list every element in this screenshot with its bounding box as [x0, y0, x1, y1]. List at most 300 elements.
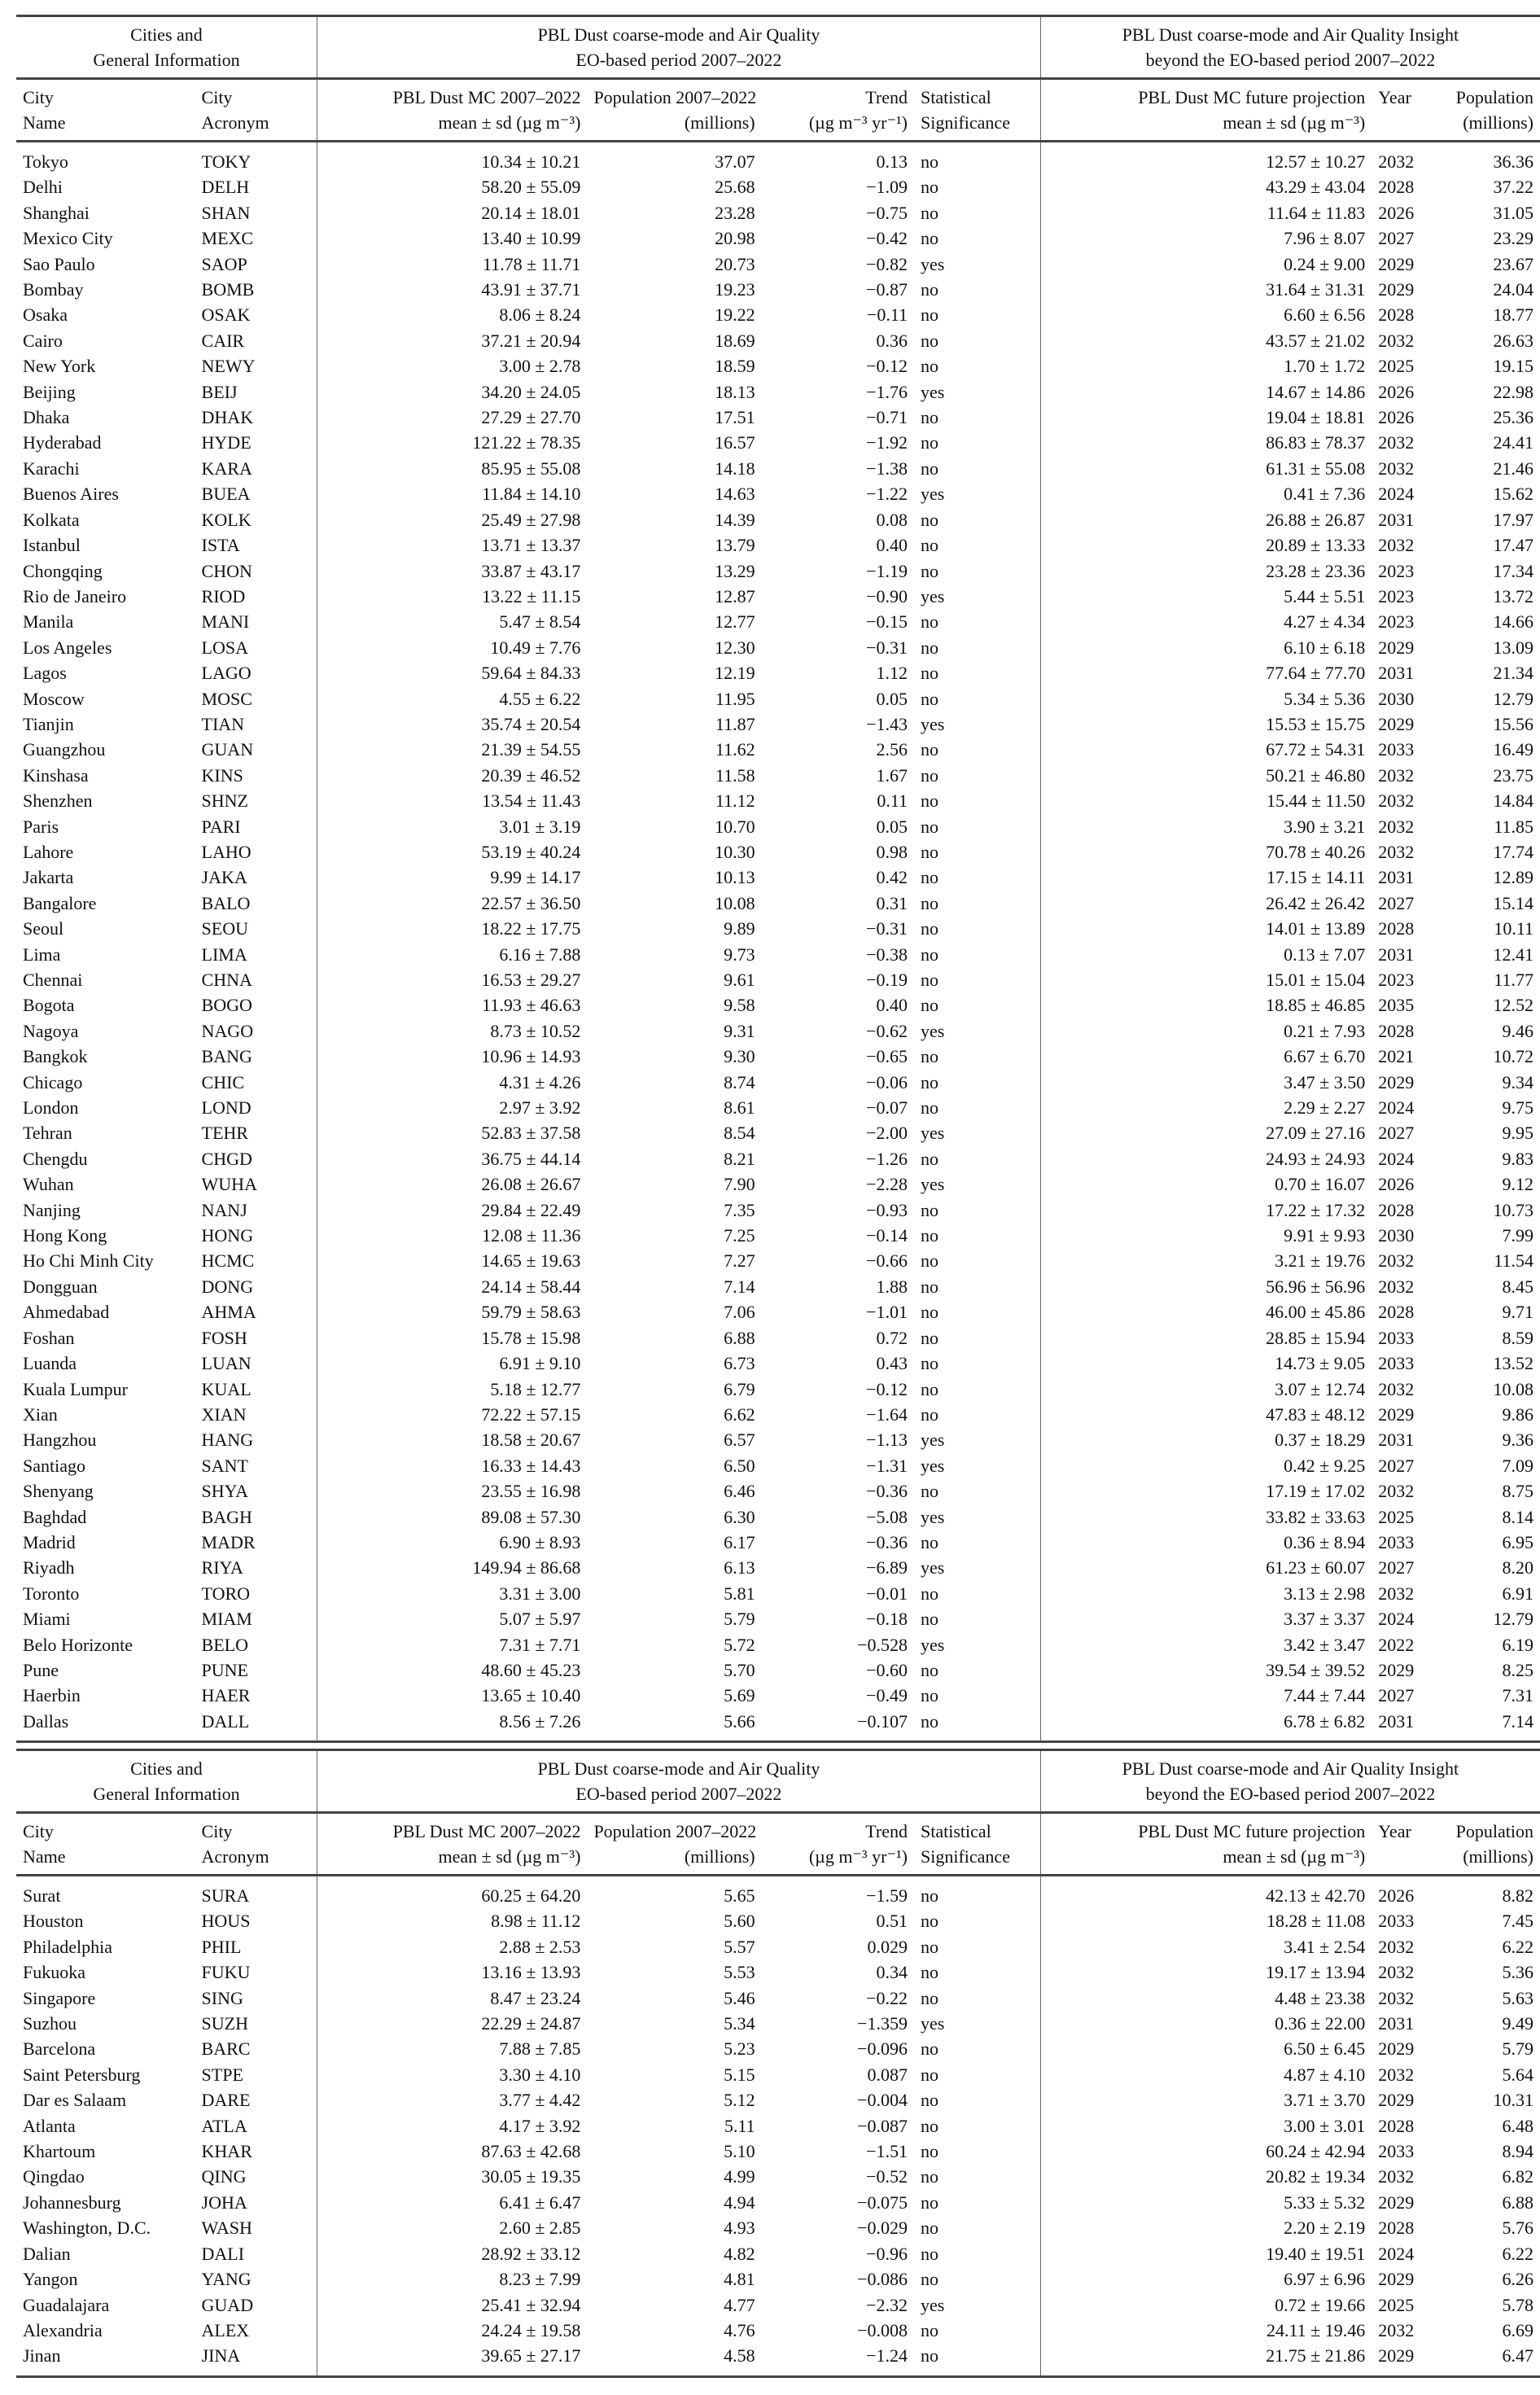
cell-city-acronym: TIAN [195, 711, 317, 737]
cell-trend: 0.11 [877, 790, 908, 812]
cell-future-population: 5.64 [1502, 2064, 1533, 2085]
cell-population: 18.13 [715, 381, 755, 402]
cell-city-acronym: CHON [195, 558, 317, 584]
cell-significance: no [914, 737, 1040, 762]
cell-city-name: New York [23, 356, 96, 377]
cell-dust-mc: 13.65 ± 10.40 [481, 1685, 581, 1706]
cell-significance: no [914, 1223, 1040, 1248]
cell-city-acronym: NANJ [195, 1198, 317, 1223]
cell-trend: −0.38 [866, 944, 908, 965]
cell-projection: 3.00 ± 3.01 [1284, 2115, 1366, 2136]
cell-year: 2022 [1378, 1634, 1415, 1655]
cell-dust-mc: 53.19 ± 40.24 [481, 841, 581, 862]
cell-dust-mc: 3.01 ± 3.19 [499, 816, 581, 837]
cell-population: 8.74 [724, 1071, 755, 1092]
cell-city-acronym: CHIC [195, 1070, 317, 1095]
cell-city-acronym: AHMA [195, 1299, 317, 1324]
cell-population: 5.46 [724, 1987, 755, 2008]
cell-city-name: Toronto [23, 1583, 80, 1604]
cell-trend: 2.56 [876, 739, 908, 760]
table-row [16, 865, 1540, 890]
cell-trend: −5.08 [866, 1506, 908, 1527]
cell-projection: 14.73 ± 9.05 [1275, 1353, 1366, 1374]
cell-city-name: Nagoya [23, 1020, 79, 1041]
cell-dust-mc: 8.56 ± 7.26 [499, 1710, 581, 1732]
group-header-cities: Cities and General Information [16, 16, 317, 79]
table-row [16, 2113, 1540, 2139]
cell-dust-mc: 11.84 ± 14.10 [482, 484, 581, 505]
cell-projection: 3.71 ± 3.70 [1284, 2090, 1366, 2111]
cell-significance: no [914, 1709, 1040, 1742]
cell-city-acronym: MIAM [195, 1606, 317, 1631]
cell-trend: −2.00 [866, 1123, 908, 1144]
group-header-eo-period: PBL Dust coarse-mode and Air Quality EO-based period 2007–2022 [317, 16, 1040, 79]
cell-dust-mc: 3.77 ± 4.42 [499, 2090, 581, 2111]
cell-year: 2032 [1378, 790, 1415, 812]
cell-significance: no [914, 2087, 1040, 2113]
cell-significance: no [914, 635, 1040, 660]
cell-future-population: 6.22 [1502, 2243, 1533, 2264]
table-row [16, 1530, 1540, 1555]
table-body [16, 142, 1540, 1742]
cell-future-population: 21.34 [1493, 663, 1533, 684]
cell-future-population: 9.95 [1502, 1123, 1533, 1144]
cell-dust-mc: 28.92 ± 33.12 [481, 2243, 581, 2264]
cell-projection: 28.85 ± 15.94 [1266, 1327, 1366, 1348]
cell-dust-mc: 8.47 ± 23.24 [490, 1987, 581, 2008]
cell-year: 2026 [1378, 381, 1415, 402]
cell-trend: 0.31 [876, 892, 908, 913]
cell-dust-mc: 72.22 ± 57.15 [481, 1403, 581, 1425]
cell-year: 2031 [1378, 867, 1415, 888]
cell-city-acronym: BALO [195, 891, 317, 916]
table-row [16, 584, 1540, 609]
cell-year: 2032 [1378, 330, 1415, 351]
cell-projection: 3.90 ± 3.21 [1284, 816, 1366, 837]
cell-trend: −1.64 [866, 1403, 908, 1425]
cell-significance: no [914, 2062, 1040, 2087]
cell-population: 7.06 [724, 1302, 755, 1323]
cell-trend: −0.11 [866, 304, 908, 326]
cell-projection: 70.78 ± 40.26 [1266, 841, 1366, 862]
cell-projection: 0.24 ± 9.00 [1284, 253, 1366, 274]
cell-significance: no [914, 1606, 1040, 1631]
cell-population: 4.93 [724, 2218, 755, 2239]
table-row [16, 558, 1540, 584]
table-row [16, 142, 1540, 175]
cell-dust-mc: 9.99 ± 14.17 [490, 867, 581, 888]
table-row [16, 2036, 1540, 2061]
cell-dust-mc: 18.58 ± 20.67 [481, 1430, 581, 1451]
table-row [16, 609, 1540, 634]
cell-trend: 0.43 [876, 1353, 908, 1374]
table-row [16, 328, 1540, 353]
cell-future-population: 5.36 [1502, 1962, 1533, 1983]
cell-dust-mc: 10.49 ± 7.76 [490, 637, 581, 658]
cell-significance: no [914, 142, 1040, 175]
cell-city-name: Jinan [23, 2345, 61, 2367]
cell-city-acronym: SING [195, 1986, 317, 2011]
cell-future-population: 7.31 [1502, 1685, 1533, 1706]
cell-projection: 3.13 ± 2.98 [1284, 1583, 1366, 1604]
cell-dust-mc: 16.33 ± 14.43 [481, 1455, 581, 1476]
cell-projection: 15.53 ± 15.75 [1266, 713, 1366, 734]
cell-dust-mc: 8.98 ± 11.12 [491, 1911, 581, 1932]
cell-future-population: 9.83 [1502, 1148, 1533, 1169]
cell-future-population: 6.26 [1502, 2269, 1533, 2290]
cell-city-acronym: WUHA [195, 1171, 317, 1197]
cell-significance: no [914, 1248, 1040, 1273]
cell-city-acronym: HANG [195, 1427, 317, 1452]
cell-year: 2028 [1378, 177, 1415, 198]
table-row [16, 302, 1540, 327]
cell-city-acronym: LUAN [195, 1351, 317, 1376]
cell-city-name: Fukuoka [23, 1962, 85, 1983]
cell-city-acronym: KUAL [195, 1377, 317, 1402]
cell-significance: no [914, 891, 1040, 916]
cell-year: 2032 [1378, 2064, 1415, 2085]
cell-projection: 46.00 ± 45.86 [1266, 1302, 1366, 1323]
cell-trend: −2.28 [866, 1174, 908, 1195]
cell-year: 2032 [1378, 841, 1415, 862]
cell-city-name: Hyderabad [23, 432, 102, 453]
cell-city-name: Mexico City [23, 228, 113, 249]
cell-future-population: 12.79 [1493, 1609, 1533, 1630]
cell-significance: yes [914, 2292, 1040, 2318]
cell-trend: −0.65 [866, 1046, 908, 1067]
cell-trend: −1.43 [866, 713, 908, 734]
cell-dust-mc: 8.73 ± 10.52 [490, 1020, 581, 1041]
cell-population: 17.51 [715, 407, 755, 428]
cell-city-acronym: JOHA [195, 2190, 317, 2215]
cell-city-acronym: TORO [195, 1581, 317, 1606]
cell-future-population: 7.14 [1502, 1710, 1533, 1732]
cell-city-name: Baghdad [23, 1506, 87, 1527]
cell-city-name: Chennai [23, 970, 83, 990]
cell-year: 2027 [1378, 228, 1415, 249]
cell-trend: 0.34 [876, 1962, 908, 1983]
cell-city-name: Dalian [23, 2243, 71, 2264]
cell-dust-mc: 25.49 ± 27.98 [481, 509, 581, 530]
cell-dust-mc: 48.60 ± 45.23 [481, 1659, 581, 1680]
cell-future-population: 24.41 [1493, 432, 1533, 453]
cell-projection: 6.60 ± 6.56 [1284, 304, 1366, 326]
cell-city-name: Beijing [23, 381, 76, 402]
cell-significance: no [914, 1934, 1040, 1959]
cell-dust-mc: 22.29 ± 24.87 [481, 2013, 581, 2034]
cell-significance: no [914, 174, 1040, 199]
cell-dust-mc: 11.93 ± 46.63 [482, 995, 581, 1016]
cell-year: 2031 [1378, 2013, 1415, 2034]
cell-projection: 6.50 ± 6.45 [1284, 2038, 1366, 2060]
cell-projection: 56.96 ± 56.96 [1266, 1276, 1366, 1297]
cell-city-acronym: BEIJ [195, 379, 317, 405]
cell-significance: no [914, 609, 1040, 634]
cell-significance: no [914, 277, 1040, 302]
cell-population: 6.50 [724, 1455, 755, 1476]
cell-trend: −0.004 [857, 2090, 908, 2111]
cell-projection: 4.48 ± 23.38 [1275, 1987, 1366, 2008]
group-header-cities: Cities and General Information [16, 1750, 317, 1813]
cell-future-population: 13.72 [1493, 585, 1533, 606]
table-row [16, 532, 1540, 558]
cell-dust-mc: 8.23 ± 7.99 [499, 2269, 581, 2290]
cell-city-name: Madrid [23, 1531, 76, 1552]
cell-year: 2029 [1378, 2345, 1415, 2367]
cell-population: 5.79 [724, 1609, 755, 1630]
cell-population: 11.62 [715, 739, 755, 760]
cell-city-acronym: MADR [195, 1530, 317, 1555]
cell-trend: −2.32 [866, 2294, 908, 2315]
cell-trend: −0.93 [866, 1199, 908, 1220]
cell-year: 2025 [1378, 1506, 1415, 1527]
cell-year: 2029 [1378, 2269, 1415, 2290]
col-population: Population 2007–2022 (millions) [593, 87, 757, 133]
cell-future-population: 11.54 [1494, 1250, 1533, 1272]
table-row [16, 2318, 1540, 2343]
cell-projection: 7.96 ± 8.07 [1284, 228, 1366, 249]
cell-significance: no [914, 1959, 1040, 1985]
cell-significance: no [914, 763, 1040, 788]
cell-significance: no [914, 558, 1040, 584]
cell-trend: 1.67 [876, 764, 908, 786]
col-year: Year [1378, 1821, 1411, 1841]
cell-projection: 3.07 ± 12.74 [1275, 1378, 1366, 1399]
cell-future-population: 8.45 [1502, 1276, 1533, 1297]
cell-future-population: 9.49 [1502, 2013, 1533, 2034]
cell-projection: 6.67 ± 6.70 [1284, 1046, 1366, 1067]
cell-city-name: Nanjing [23, 1199, 81, 1220]
cell-projection: 0.13 ± 7.07 [1284, 944, 1366, 965]
cell-city-name: London [23, 1097, 79, 1119]
cell-population: 6.46 [724, 1481, 755, 1502]
cell-city-acronym: NEWY [195, 353, 317, 379]
cell-year: 2026 [1378, 407, 1415, 428]
cell-city-acronym: CAIR [195, 328, 317, 353]
cell-city-name: Tehran [23, 1123, 72, 1144]
table-row [16, 379, 1540, 405]
cell-city-name: Lagos [23, 663, 67, 684]
cell-trend: −0.52 [866, 2166, 908, 2187]
table-row [16, 481, 1540, 506]
cell-projection: 42.13 ± 42.70 [1266, 1885, 1366, 1906]
cell-dust-mc: 25.41 ± 32.94 [481, 2294, 581, 2315]
cell-city-acronym: SUZH [195, 2011, 317, 2036]
cell-year: 2032 [1378, 1936, 1415, 1957]
cell-city-name: Barcelona [23, 2038, 96, 2060]
cell-population: 7.25 [724, 1225, 755, 1246]
cell-city-acronym: SEOU [195, 916, 317, 941]
cell-significance: no [914, 916, 1040, 941]
table-row [16, 942, 1540, 967]
cell-significance: yes [914, 1632, 1040, 1657]
cell-city-acronym: LAHO [195, 839, 317, 865]
cell-city-name: Yangon [23, 2269, 78, 2290]
cell-trend: −1.359 [857, 2013, 908, 2034]
cell-trend: −1.09 [866, 177, 908, 198]
cell-significance: no [914, 200, 1040, 225]
cell-year: 2029 [1378, 2038, 1415, 2060]
cell-year: 2030 [1378, 1225, 1415, 1246]
cell-city-acronym: ALEX [195, 2318, 317, 2343]
group-header-row [16, 1750, 1540, 1813]
cell-population: 9.31 [724, 1020, 755, 1041]
group-header-row [16, 16, 1540, 79]
cell-significance: yes [914, 1504, 1040, 1530]
cell-trend: −0.31 [866, 637, 908, 658]
cell-projection: 60.24 ± 42.94 [1266, 2141, 1366, 2162]
cell-city-name: Haerbin [23, 1685, 81, 1706]
cell-significance: yes [914, 1018, 1040, 1044]
cell-city-acronym: SHYA [195, 1478, 317, 1504]
cell-year: 2025 [1378, 2294, 1415, 2315]
cell-significance: yes [914, 252, 1040, 277]
cell-city-name: Sao Paulo [23, 253, 95, 274]
table-row [16, 1453, 1540, 1478]
table-row [16, 353, 1540, 379]
cell-trend: 0.36 [876, 330, 908, 351]
cell-city-acronym: LAGO [195, 660, 317, 685]
cell-projection: 20.82 ± 19.34 [1266, 2166, 1366, 2187]
col-future-population: Population (millions) [1455, 1821, 1533, 1867]
cell-population: 8.61 [724, 1097, 755, 1119]
cell-dust-mc: 5.18 ± 12.77 [490, 1378, 581, 1399]
cell-year: 2033 [1378, 1327, 1415, 1348]
cell-future-population: 6.47 [1502, 2345, 1533, 2367]
cell-city-name: Alexandria [23, 2319, 103, 2340]
cell-significance: no [914, 1876, 1040, 1909]
table-row [16, 2190, 1540, 2215]
cell-significance: yes [914, 2011, 1040, 2036]
cell-significance: yes [914, 1427, 1040, 1452]
cell-trend: 0.13 [876, 151, 908, 172]
cell-city-name: Los Angeles [23, 637, 112, 658]
table-row [16, 1070, 1540, 1095]
cell-dust-mc: 59.64 ± 84.33 [481, 663, 581, 684]
cell-future-population: 17.47 [1493, 535, 1533, 556]
cell-future-population: 17.34 [1493, 560, 1533, 581]
cell-city-acronym: SURA [195, 1876, 317, 1909]
cell-future-population: 5.79 [1502, 2038, 1533, 2060]
cell-projection: 61.31 ± 55.08 [1266, 458, 1366, 479]
cell-city-name: Xian [23, 1403, 58, 1425]
cell-future-population: 5.63 [1502, 1987, 1533, 2008]
cell-trend: −0.19 [866, 970, 908, 990]
cell-future-population: 36.36 [1493, 151, 1533, 172]
cell-population: 20.98 [715, 228, 755, 249]
cell-future-population: 14.66 [1493, 611, 1533, 633]
cell-projection: 86.83 ± 78.37 [1266, 432, 1366, 453]
cell-future-population: 7.45 [1502, 1911, 1533, 1932]
cell-city-acronym: LOND [195, 1095, 317, 1120]
table-row [16, 1709, 1540, 1742]
cell-city-name: Tokyo [23, 151, 68, 172]
col-projection: PBL Dust MC future projection mean ± sd (µg m⁻³) [1138, 1821, 1366, 1867]
table-row [16, 1402, 1540, 1427]
cell-projection: 47.83 ± 48.12 [1266, 1403, 1366, 1425]
table-row [16, 1683, 1540, 1708]
cell-trend: 0.08 [876, 509, 908, 530]
cell-city-acronym: BOMB [195, 277, 317, 302]
cell-dust-mc: 4.55 ± 6.22 [499, 688, 581, 709]
cell-future-population: 11.77 [1494, 970, 1533, 990]
table-row [16, 1274, 1540, 1299]
cell-projection: 4.87 ± 4.10 [1284, 2064, 1366, 2085]
cell-trend: −0.07 [866, 1097, 908, 1119]
cell-city-acronym: WASH [195, 2215, 317, 2240]
cell-projection: 17.19 ± 17.02 [1266, 1481, 1366, 1502]
cell-city-acronym: HAER [195, 1683, 317, 1708]
cell-trend: −0.62 [866, 1020, 908, 1041]
cell-city-name: Dhaka [23, 407, 70, 428]
cell-city-acronym: BANG [195, 1044, 317, 1069]
column-header-row [16, 79, 1540, 142]
cell-population: 5.15 [724, 2064, 755, 2085]
cell-city-name: Hong Kong [23, 1225, 107, 1246]
cell-projection: 18.28 ± 11.08 [1266, 1911, 1366, 1932]
cell-significance: no [914, 865, 1040, 890]
cell-significance: no [914, 2139, 1040, 2164]
cell-dust-mc: 13.71 ± 13.37 [481, 535, 581, 556]
cell-city-acronym: CHGD [195, 1146, 317, 1171]
cell-trend: 0.05 [876, 816, 908, 837]
table-row [16, 456, 1540, 481]
table-row [16, 1606, 1540, 1631]
cell-city-name: Johannesburg [23, 2191, 121, 2213]
city-dust-table-part-2 [16, 1749, 1540, 2378]
cell-trend: −1.92 [866, 432, 908, 453]
cell-projection: 9.91 ± 9.93 [1284, 1225, 1366, 1246]
cell-trend: −1.13 [866, 1430, 908, 1451]
cell-year: 2032 [1378, 432, 1415, 453]
cell-city-name: Seoul [23, 918, 64, 939]
cell-significance: no [914, 1908, 1040, 1933]
cell-dust-mc: 27.29 ± 27.70 [481, 407, 581, 428]
cell-city-acronym: DONG [195, 1274, 317, 1299]
table-row [16, 686, 1540, 711]
cell-projection: 61.23 ± 60.07 [1266, 1557, 1366, 1578]
table-row [16, 660, 1540, 685]
cell-year: 2031 [1378, 944, 1415, 965]
cell-projection: 0.42 ± 9.25 [1284, 1455, 1366, 1476]
cell-city-name: Kuala Lumpur [23, 1378, 128, 1399]
cell-significance: no [914, 1402, 1040, 1427]
cell-city-acronym: GUAD [195, 2292, 317, 2318]
cell-year: 2024 [1378, 1097, 1415, 1119]
table-row [16, 1657, 1540, 1683]
cell-trend: −1.31 [866, 1455, 908, 1476]
cell-dust-mc: 6.91 ± 9.10 [499, 1353, 581, 1374]
cell-trend: −0.12 [866, 356, 908, 377]
cell-city-name: Tianjin [23, 713, 74, 734]
cell-city-name: Chengdu [23, 1148, 88, 1169]
cell-projection: 39.54 ± 39.52 [1266, 1659, 1366, 1680]
cell-projection: 26.42 ± 26.42 [1266, 892, 1366, 913]
cell-significance: yes [914, 1555, 1040, 1580]
cell-trend: −0.01 [866, 1583, 908, 1604]
cell-significance: no [914, 1325, 1040, 1351]
cell-trend: −0.15 [866, 611, 908, 633]
cell-projection: 17.15 ± 14.11 [1266, 867, 1366, 888]
cell-projection: 21.75 ± 21.86 [1266, 2345, 1366, 2367]
cell-population: 18.69 [715, 330, 755, 351]
cell-future-population: 31.05 [1493, 202, 1533, 223]
cell-significance: no [914, 839, 1040, 865]
cell-significance: no [914, 788, 1040, 813]
cell-city-name: Bombay [23, 279, 84, 300]
cell-year: 2027 [1378, 1685, 1415, 1706]
cell-projection: 0.37 ± 18.29 [1275, 1430, 1366, 1451]
